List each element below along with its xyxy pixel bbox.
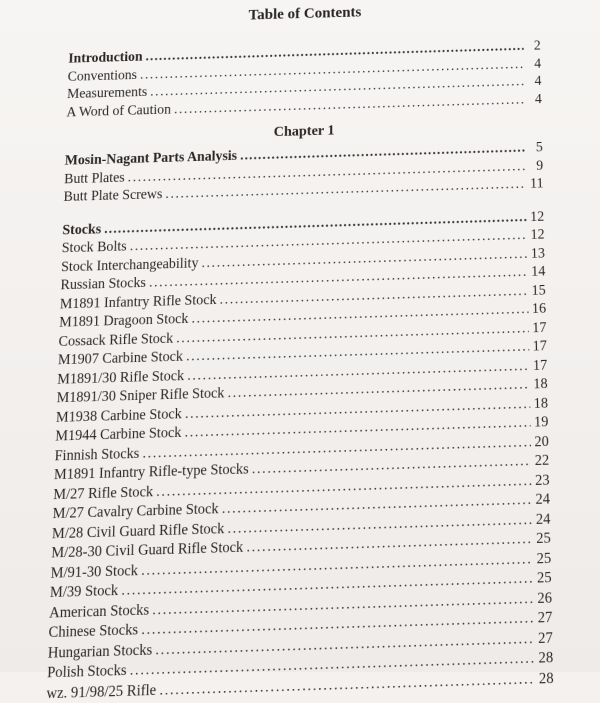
- toc-entry-page-number: 15: [531, 281, 546, 298]
- toc-entry-page-number: 12: [530, 225, 545, 243]
- page-title: Table of Contents: [248, 4, 362, 24]
- toc-entry-label: Introduction: [68, 48, 143, 66]
- toc-entry-page-number: 5: [535, 138, 543, 155]
- toc-entry-label: M1907 Carbine Stock: [57, 347, 184, 368]
- toc-entry-label: Russian Stocks: [60, 274, 147, 293]
- toc-entry-label: M1938 Carbine Stock: [55, 404, 183, 425]
- toc-entry-label: M/91-30 Stock: [50, 560, 139, 581]
- toc-entry-label: Conventions: [67, 66, 138, 84]
- toc-entry-page-number: 25: [536, 548, 552, 567]
- toc-entry-page-number: 4: [534, 72, 542, 89]
- toc-entry-label: Butt Plate Screws: [63, 185, 163, 205]
- toc-entry-label: Cossack Rifle Stock: [58, 329, 174, 349]
- toc-entry-page-number: 23: [535, 470, 550, 488]
- toc-entry-label: M1891 Infantry Rifle-type Stocks: [53, 460, 249, 483]
- toc-entry-label: Stock Bolts: [61, 237, 127, 256]
- toc-entry-page-number: 17: [532, 356, 548, 373]
- toc-entry-label: M1891 Dragoon Stock: [58, 310, 189, 330]
- toc-entry-label: M1944 Carbine Stock: [55, 423, 182, 444]
- toc-entry-page-number: 25: [536, 529, 551, 547]
- toc-entry-page-number: 17: [532, 337, 547, 354]
- toc-entry-label: M/27 Rifle Stock: [53, 482, 154, 502]
- toc-entry-page-number: 22: [534, 451, 550, 469]
- toc-entry-page-number: 26: [537, 588, 553, 606]
- toc-entry-page-number: 20: [534, 432, 549, 450]
- toc-entry-page-number: 27: [537, 608, 553, 626]
- toc-entry-page-number: 4: [534, 54, 542, 71]
- toc-entry-label: M/28-30 Civil Guard Rifle Stock: [51, 538, 244, 561]
- toc-entry-label: Butt Plates: [63, 168, 125, 186]
- toc-entry-page-number: 17: [532, 318, 547, 335]
- toc-entry-label: wz. 91/98/25 Rifle: [46, 680, 157, 702]
- toc-entry-page-number: 9: [536, 156, 544, 173]
- toc-entry-label: Stock Interchangeability: [60, 254, 199, 274]
- toc-entry-page-number: 28: [538, 648, 554, 667]
- toc-entry-label: Polish Stocks: [46, 661, 127, 681]
- toc-entry-page-number: 24: [535, 490, 551, 508]
- toc-entry-label: A Word of Caution: [66, 100, 172, 119]
- toc-entry-label: M/27 Cavalry Carbine Stock: [52, 499, 219, 522]
- toc-entry-label: Hungarian Stocks: [47, 640, 153, 661]
- toc-entry-page-number: 16: [531, 299, 547, 317]
- toc-sheet: [46, 0, 554, 703]
- stocks-section: [46, 207, 554, 703]
- toc-entry-label: M1891/30 Sniper Rifle Stock: [56, 384, 225, 406]
- toc-entry-page-number: 11: [529, 174, 544, 191]
- toc-entry-page-number: 25: [536, 568, 552, 586]
- toc-entry-page-number: 18: [533, 374, 548, 392]
- toc-entry-page-number: 19: [533, 412, 549, 430]
- toc-entry-page-number: 18: [533, 393, 549, 411]
- toc-entry-label: M/39 Stock: [49, 581, 119, 601]
- toc-entry-label: Chinese Stocks: [48, 620, 139, 641]
- intro-section: [66, 36, 542, 120]
- toc-entry-page-number: 4: [534, 90, 542, 106]
- toc-entry-label: Stocks: [62, 220, 102, 238]
- toc-entry-page-number: 13: [530, 244, 546, 261]
- toc-entry-page-number: 24: [535, 509, 551, 527]
- toc-entry-label: Measurements: [66, 83, 148, 102]
- toc-entry-label: M1891 Infantry Rifle Stock: [59, 290, 217, 312]
- toc-entry-page-number: 28: [538, 668, 554, 687]
- toc-entry-page-number: 12: [530, 207, 545, 224]
- toc-entry-page-number: 2: [533, 37, 541, 53]
- toc-entry-page-number: 14: [531, 262, 546, 279]
- chapter-heading: Chapter 1: [273, 123, 335, 141]
- toc-entry-label: M1891/30 Rifle Stock: [57, 366, 185, 387]
- toc-entry-label: Mosin-Nagant Parts Analysis: [64, 147, 238, 168]
- toc-entry-label: Finnish Stocks: [54, 444, 140, 464]
- toc-entry-label: American Stocks: [48, 600, 150, 621]
- toc-entry-page-number: 27: [537, 628, 553, 646]
- toc-entry-label: M/28 Civil Guard Rifle Stock: [51, 519, 225, 542]
